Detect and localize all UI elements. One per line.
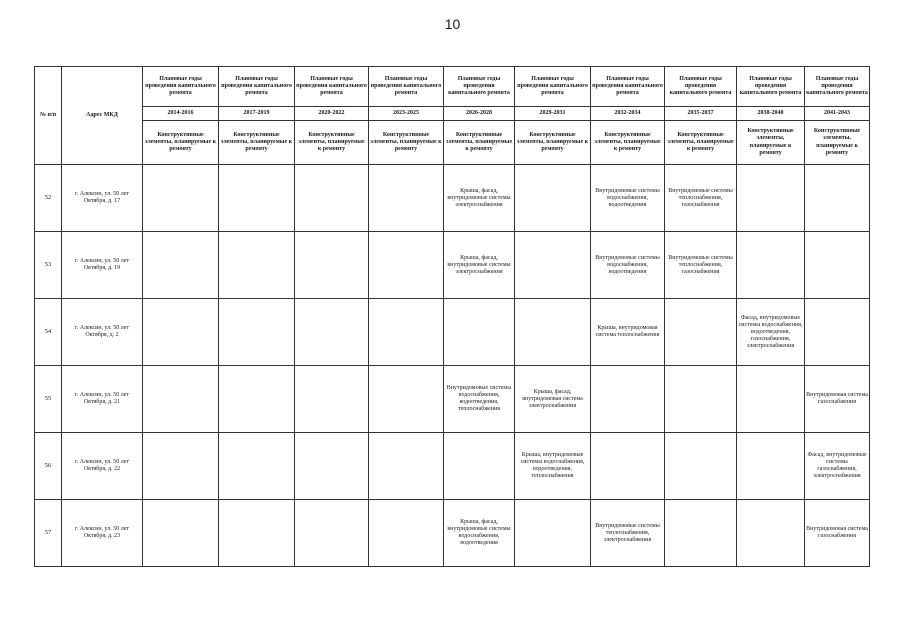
repair-elements-cell [143, 366, 219, 433]
repair-elements-cell: Внутридомовые системы водоснабжения, водоотведения, теплоснабжения [444, 366, 515, 433]
header-elements-label: Конструктивные элементы, планируемые к ремонту [805, 121, 870, 165]
repair-elements-cell: Крыша, фасад, внутридомовые системы водоснабжения, водоотведения [444, 500, 515, 567]
header-period-years: 2017-2019 [219, 107, 295, 121]
repair-elements-cell [665, 366, 737, 433]
row-address: г. Алексин, ул. 50 лет Октября, д. 2 [62, 299, 143, 366]
repair-elements-cell [591, 433, 665, 500]
row-number: 57 [35, 500, 62, 567]
repair-elements-cell [295, 500, 369, 567]
header-elements-label: Конструктивные элементы, планируемые к ремонту [665, 121, 737, 165]
repair-elements-cell [143, 500, 219, 567]
header-elements-label: Конструктивные элементы, планируемые к ремонту [219, 121, 295, 165]
row-number: 54 [35, 299, 62, 366]
row-address: г. Алексин, ул. 50 лет Октября, д. 23 [62, 500, 143, 567]
header-elements-label: Конструктивные элементы, планируемые к ремонту [444, 121, 515, 165]
repair-elements-cell: Внутридомовые системы водоснабжения, водоотведения [591, 232, 665, 299]
header-period-years: 2035-2037 [665, 107, 737, 121]
header-address: Адрес МКД [62, 67, 143, 165]
header-elements-label: Конструктивные элементы, планируемые к ремонту [737, 121, 805, 165]
repair-elements-cell: Внутридомовая система газоснабжения [805, 366, 870, 433]
repair-elements-cell [369, 299, 444, 366]
repair-elements-cell [143, 165, 219, 232]
header-elements-label: Конструктивные элементы, планируемые к ремонту [515, 121, 591, 165]
repair-elements-cell [665, 433, 737, 500]
row-address: г. Алексин, ул. 50 лет Октября, д. 21 [62, 366, 143, 433]
header-period-title: Плановые годы проведения капитального ремонта [444, 67, 515, 107]
repair-elements-cell [295, 232, 369, 299]
header-period-title: Плановые годы проведения капитального ремонта [515, 67, 591, 107]
row-number: 55 [35, 366, 62, 433]
row-number: 56 [35, 433, 62, 500]
table-row [35, 232, 870, 299]
repair-elements-cell [143, 299, 219, 366]
repair-elements-cell [369, 165, 444, 232]
repair-elements-cell: Внутридомовые системы теплоснабжения, электроснабжения [591, 500, 665, 567]
repair-elements-cell [219, 299, 295, 366]
repair-elements-cell [665, 500, 737, 567]
row-address: г. Алексин, ул. 50 лет Октября, д. 22 [62, 433, 143, 500]
repair-elements-cell: Внутридомовые системы водоснабжения, водоотведения [591, 165, 665, 232]
repair-elements-cell [515, 500, 591, 567]
header-elements-label: Конструктивные элементы, планируемые к ремонту [143, 121, 219, 165]
repair-elements-cell: Крыша, внутридомовая система теплоснабжения [591, 299, 665, 366]
page-number: 10 [444, 16, 461, 32]
row-number: 52 [35, 165, 62, 232]
header-period-years: 2038-2040 [737, 107, 805, 121]
repair-elements-cell [295, 299, 369, 366]
repair-elements-cell: Внутридомовые системы теплоснабжения, газоснабжения [665, 232, 737, 299]
header-period-years: 2029-2031 [515, 107, 591, 121]
repair-elements-cell [219, 232, 295, 299]
repair-elements-cell: Внутридомовая система газоснабжения [805, 500, 870, 567]
repair-elements-cell [219, 366, 295, 433]
repair-elements-cell [515, 232, 591, 299]
table-row [35, 299, 870, 366]
repair-elements-cell: Внутридомовые системы теплоснабжения, газоснабжения [665, 165, 737, 232]
table-row [35, 165, 870, 232]
table-row [35, 500, 870, 567]
repair-elements-cell [444, 299, 515, 366]
row-address: г. Алексин, ул. 50 лет Октября, д. 17 [62, 165, 143, 232]
repair-elements-cell [737, 165, 805, 232]
repair-elements-cell [737, 500, 805, 567]
repair-elements-cell [805, 165, 870, 232]
repair-elements-cell [219, 500, 295, 567]
header-period-years: 2026-2028 [444, 107, 515, 121]
row-number: 53 [35, 232, 62, 299]
header-elements-label: Конструктивные элементы, планируемые к ремонту [369, 121, 444, 165]
repair-elements-cell [737, 366, 805, 433]
table-row [35, 433, 870, 500]
header-num: № п/п [35, 67, 62, 165]
repair-elements-cell [369, 433, 444, 500]
repair-elements-cell: Крыша, фасад, внутридомовые системы электроснабжения [444, 165, 515, 232]
header-period-years: 2023-2025 [369, 107, 444, 121]
repair-elements-cell [369, 500, 444, 567]
repair-elements-cell: Фасад, внутридомовые системы водоснабжения, водоотведения, газоснабжения, электроснабжения [737, 299, 805, 366]
repair-elements-cell [805, 299, 870, 366]
repair-elements-cell [369, 366, 444, 433]
repair-elements-cell [143, 433, 219, 500]
repair-elements-cell [805, 232, 870, 299]
repair-elements-cell [295, 366, 369, 433]
header-period-title: Плановые годы проведения капитального ремонта [737, 67, 805, 107]
repair-elements-cell [295, 165, 369, 232]
repair-schedule-table [34, 66, 870, 567]
header-period-title: Плановые годы проведения капитального ремонта [805, 67, 870, 107]
repair-elements-cell [515, 165, 591, 232]
repair-elements-cell [665, 299, 737, 366]
repair-elements-cell [295, 433, 369, 500]
repair-elements-cell [737, 232, 805, 299]
header-period-title: Плановые годы проведения капитального ремонта [219, 67, 295, 107]
header-period-years: 2041-2043 [805, 107, 870, 121]
row-address: г. Алексин, ул. 50 лет Октября, д. 19 [62, 232, 143, 299]
table-row [35, 366, 870, 433]
repair-elements-cell [219, 165, 295, 232]
header-period-title: Плановые годы проведения капитального ремонта [665, 67, 737, 107]
repair-elements-cell: Крыша, фасад, внутридомовая система электроснабжения [515, 366, 591, 433]
header-period-years: 2032-2034 [591, 107, 665, 121]
header-elements-label: Конструктивные элементы, планируемые к ремонту [295, 121, 369, 165]
header-period-title: Плановые годы проведения капитального ремонта [591, 67, 665, 107]
header-period-title: Плановые годы проведения капитального ремонта [369, 67, 444, 107]
header-period-years: 2014-2016 [143, 107, 219, 121]
repair-elements-cell [737, 433, 805, 500]
repair-elements-cell: Крыша, внутридомовые системы водоснабжения, водоотведения, теплоснабжения [515, 433, 591, 500]
repair-elements-cell [515, 299, 591, 366]
repair-elements-cell [143, 232, 219, 299]
repair-elements-cell: Фасад, внутридомовые системы газоснабжения, электроснабжения [805, 433, 870, 500]
repair-elements-cell: Крыша, фасад, внутридомовые системы электроснабжения [444, 232, 515, 299]
header-elements-label: Конструктивные элементы, планируемые к ремонту [591, 121, 665, 165]
header-period-title: Плановые годы проведения капитального ремонта [295, 67, 369, 107]
repair-elements-cell [369, 232, 444, 299]
repair-elements-cell [444, 433, 515, 500]
repair-elements-cell [219, 433, 295, 500]
header-period-years: 2020-2022 [295, 107, 369, 121]
repair-elements-cell [591, 366, 665, 433]
header-period-title: Плановые годы проведения капитального ремонта [143, 67, 219, 107]
